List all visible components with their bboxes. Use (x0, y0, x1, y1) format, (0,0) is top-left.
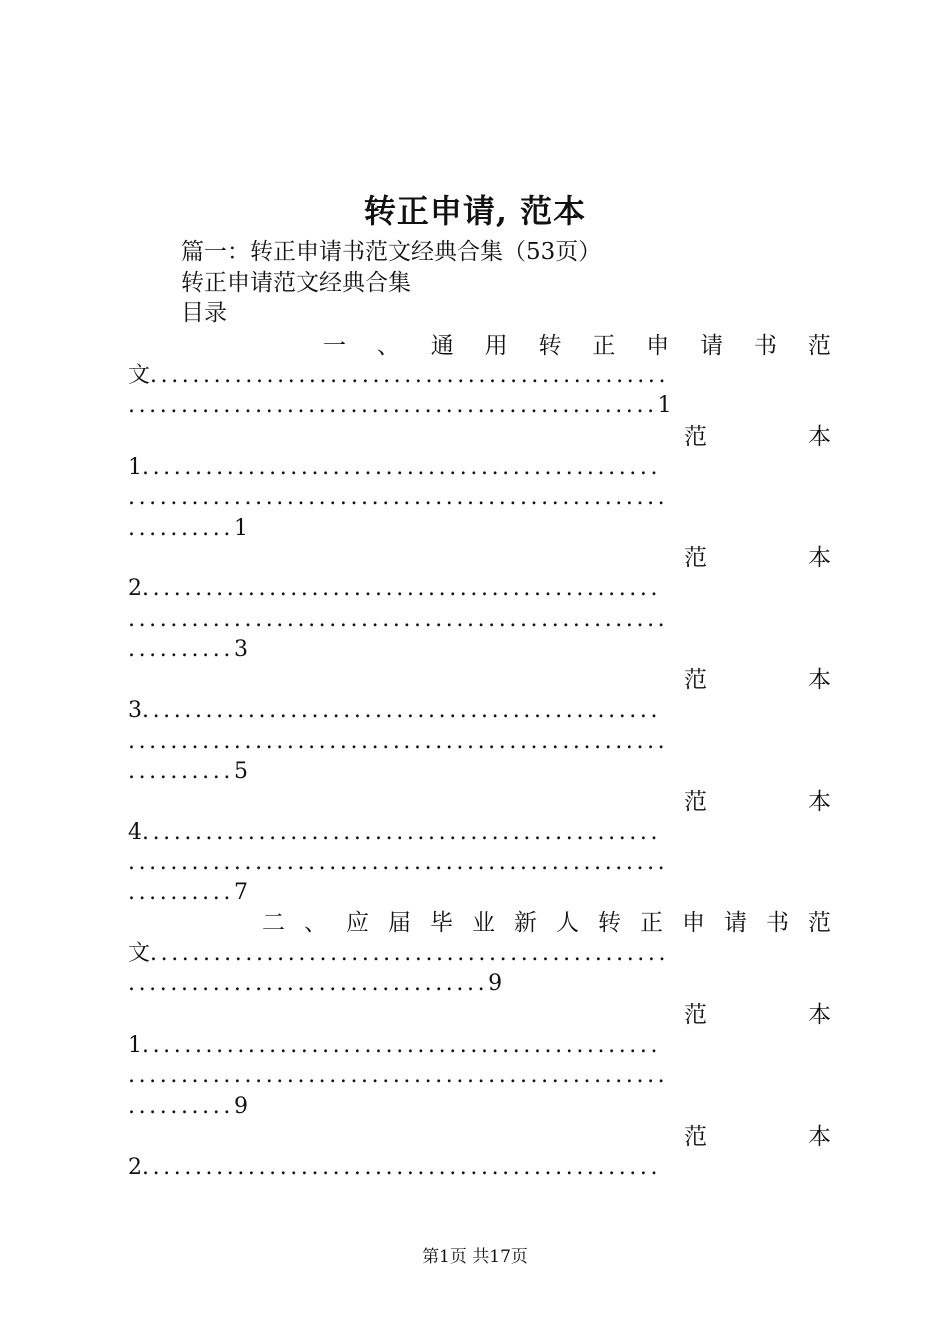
toc-char: 范 (684, 424, 707, 450)
toc-item-number: 2 (128, 576, 142, 601)
toc-item-number: 4 (128, 820, 142, 845)
toc-char: 本 (808, 1124, 831, 1150)
toc-char: 申 (682, 910, 705, 936)
toc-char: 本 (808, 789, 831, 815)
toc-leader-line: ................................................... (128, 729, 669, 754)
toc-char: 书 (754, 333, 777, 359)
toc-page-number: 9 (488, 971, 503, 996)
toc-page-number: 7 (233, 880, 248, 905)
toc-item-label (684, 422, 831, 452)
toc-page-number: 1 (233, 516, 248, 541)
toc-leader-line: ..........7 (128, 880, 248, 905)
toc-item-number: 2 (128, 1155, 142, 1180)
toc-char: 请 (724, 910, 747, 936)
toc-leader-line: ..................................9 (128, 971, 503, 996)
toc-char: 本 (808, 545, 831, 571)
toc-char: 范 (684, 1002, 707, 1028)
toc-leader-line: ..........9 (128, 1094, 248, 1119)
toc-item-label (684, 787, 831, 817)
toc-page-number: 1 (657, 393, 672, 418)
document-title: 转正申请, 范本 (363, 192, 587, 230)
toc-leader-line: ..................................................1 (128, 393, 672, 418)
toc-char: 业 (472, 910, 495, 936)
toc-item-label (684, 665, 831, 695)
toc-leader-line: 3................................................. (128, 698, 662, 723)
toc-leader-line: 4................................................. (128, 820, 662, 845)
toc-leader-line: ..........1 (128, 516, 248, 541)
toc-section-2-heading (262, 908, 831, 938)
toc-item-number: 1 (128, 455, 142, 480)
toc-leader-line: ................................................... (128, 607, 669, 632)
toc-char: 人 (556, 910, 579, 936)
toc-page-number: 5 (233, 759, 248, 784)
toc-char: 毕 (430, 910, 453, 936)
toc-char: 届 (388, 910, 411, 936)
toc-leader-line: ................................................... (128, 850, 669, 875)
toc-char: 范 (807, 333, 831, 359)
toc-char: 本 (808, 424, 831, 450)
toc-char: 范 (808, 910, 831, 936)
toc-char: 用 (484, 333, 508, 359)
toc-page-number: 9 (233, 1094, 248, 1119)
toc-page-number: 3 (233, 637, 248, 662)
toc-item-number: 1 (128, 1033, 142, 1058)
toc-char: 转 (538, 333, 562, 359)
toc-char: 本 (808, 1002, 831, 1028)
toc-char: 正 (640, 910, 663, 936)
toc-leader-line: ................................................... (128, 485, 669, 510)
toc-char: 文 (128, 363, 151, 388)
toc-heading: 目录 (181, 300, 227, 326)
toc-leader-line: 1................................................. (128, 455, 662, 480)
toc-char: 新 (514, 910, 537, 936)
toc-char: 、 (376, 333, 400, 359)
toc-item-label (684, 1122, 831, 1152)
toc-char: 范 (684, 789, 707, 815)
toc-char: 书 (766, 910, 789, 936)
toc-char: 一 (323, 333, 346, 359)
toc-leader-line: 文................................................. (128, 363, 670, 388)
toc-item-label (684, 543, 831, 573)
page-footer: 第1页 共17页 (422, 1247, 528, 1267)
toc-char: 、 (304, 910, 327, 936)
toc-leader-line: 文................................................. (128, 941, 670, 966)
toc-leader-line: 2................................................. (128, 576, 662, 601)
toc-char: 转 (598, 910, 621, 936)
toc-char: 范 (684, 545, 707, 571)
toc-char: 范 (684, 1124, 707, 1150)
toc-char: 范 (684, 667, 707, 693)
toc-leader-line: 1................................................. (128, 1033, 662, 1058)
toc-item-label (684, 1000, 831, 1030)
intro-line-1: 篇一：转正申请书范文经典合集（53页） (181, 239, 602, 265)
toc-char: 二 (262, 910, 285, 936)
toc-leader-line: ................................................... (128, 1063, 669, 1088)
toc-char: 申 (646, 333, 670, 359)
intro-line-2: 转正申请范文经典合集 (181, 270, 411, 296)
toc-leader-line: ..........3 (128, 637, 248, 662)
toc-char: 请 (700, 333, 724, 359)
toc-section-1-heading (323, 331, 831, 361)
toc-leader-line: 2................................................. (128, 1155, 662, 1180)
toc-leader-line: ..........5 (128, 759, 248, 784)
toc-char: 通 (430, 333, 454, 359)
toc-item-number: 3 (128, 698, 142, 723)
toc-char: 应 (346, 910, 369, 936)
toc-char: 正 (592, 333, 616, 359)
toc-char: 本 (808, 667, 831, 693)
toc-char: 文 (128, 941, 151, 966)
